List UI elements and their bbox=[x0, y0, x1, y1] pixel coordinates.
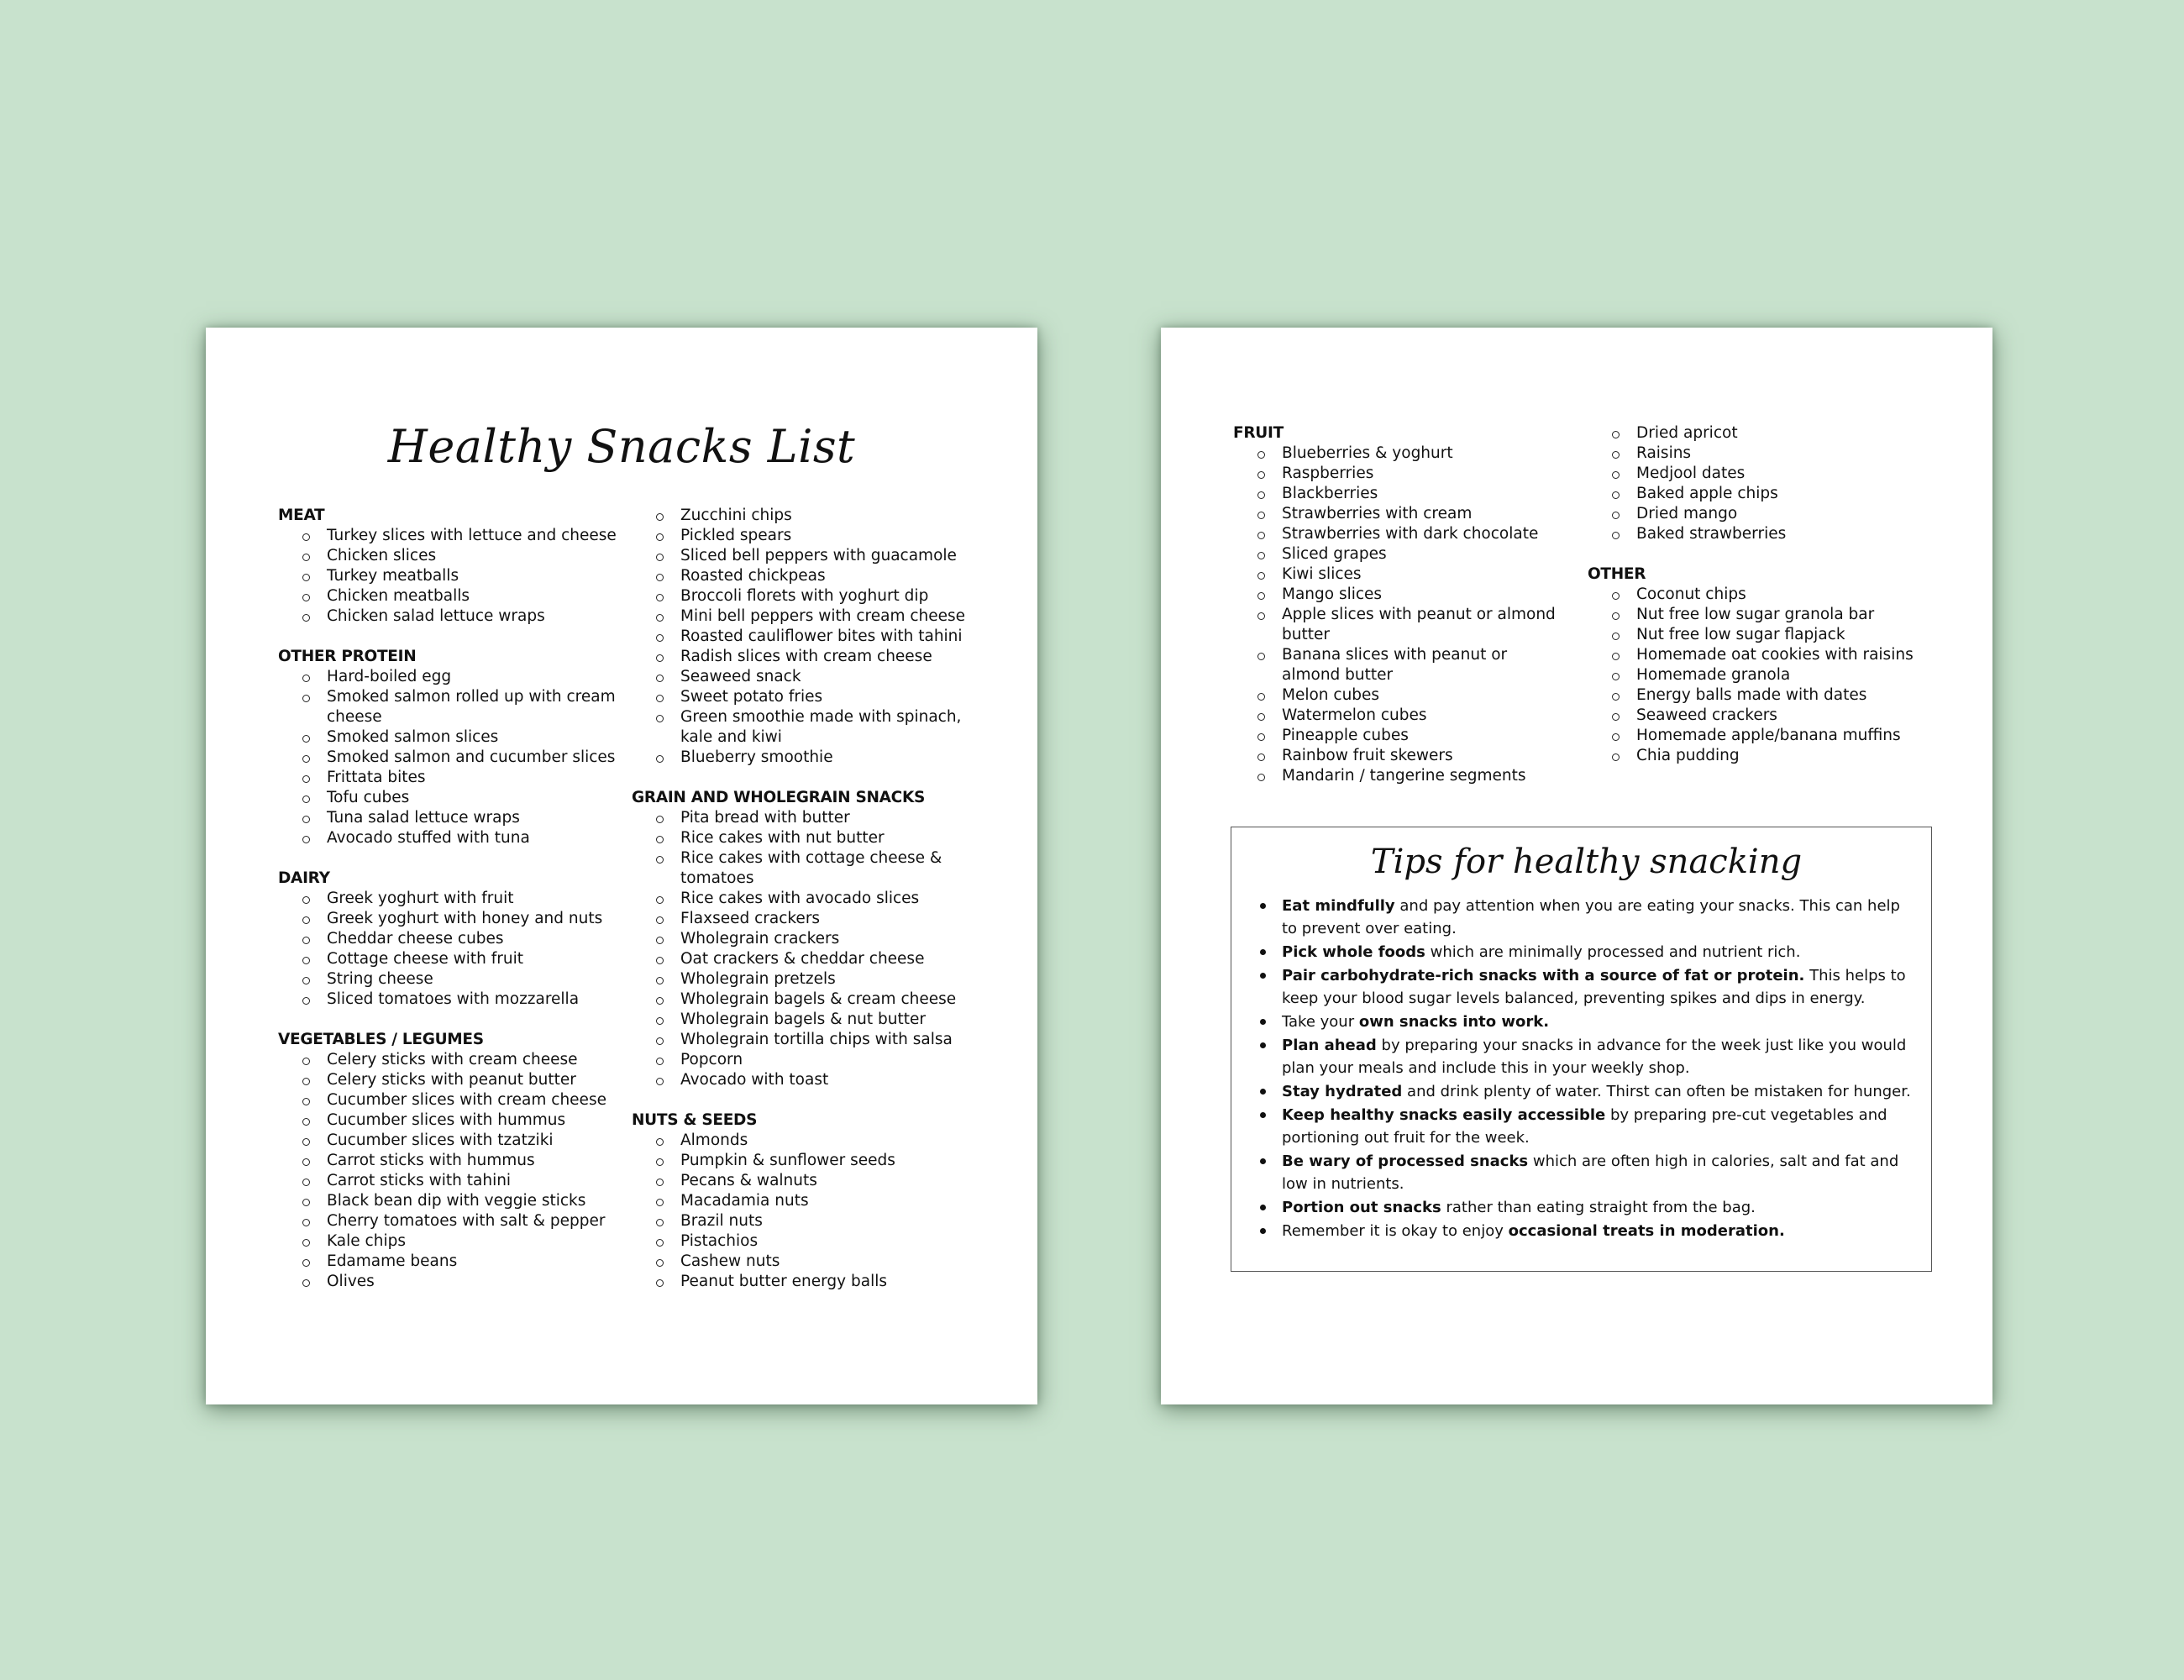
list-section bbox=[1233, 423, 1569, 786]
list-section bbox=[632, 1110, 984, 1292]
list-item: Watermelon cubes bbox=[1233, 706, 1569, 726]
list-item: Chicken meatballs bbox=[278, 586, 618, 606]
tip-text: Remember it is okay to enjoy bbox=[1282, 1222, 1509, 1240]
tip-emphasis: Be wary of processed snacks bbox=[1282, 1152, 1529, 1170]
list-column-right bbox=[632, 506, 984, 1312]
list-item: Chia pudding bbox=[1588, 746, 1940, 766]
section-heading: NUTS & SEEDS bbox=[632, 1111, 758, 1129]
list-item: Carrot sticks with hummus bbox=[278, 1151, 618, 1171]
tip-text: which are minimally processed and nutrient rich. bbox=[1425, 943, 1801, 961]
list-item: Greek yoghurt with fruit bbox=[278, 889, 618, 909]
list-section bbox=[278, 506, 618, 627]
list-item: Melon cubes bbox=[1233, 685, 1569, 706]
list-item: Pecans & walnuts bbox=[632, 1171, 984, 1191]
list-item: Rainbow fruit skewers bbox=[1233, 746, 1569, 766]
list-item: Popcorn bbox=[632, 1050, 984, 1070]
section-items bbox=[278, 667, 618, 848]
list-item: Sweet potato fries bbox=[632, 687, 984, 707]
list-item: Chicken slices bbox=[278, 546, 618, 566]
list-item: Blueberry smoothie bbox=[632, 748, 984, 768]
list-item: Chicken salad lettuce wraps bbox=[278, 606, 618, 627]
section-heading: MEAT bbox=[278, 507, 325, 524]
list-item: Flaxseed crackers bbox=[632, 909, 984, 929]
list-item: Green smoothie made with spinach, kale and kiwi bbox=[632, 707, 984, 748]
list-item: Wholegrain tortilla chips with salsa bbox=[632, 1030, 984, 1050]
list-item: Cucumber slices with tzatziki bbox=[278, 1131, 618, 1151]
list-item: Apple slices with peanut or almond butter bbox=[1233, 605, 1569, 645]
section-heading: FRUIT bbox=[1233, 424, 1284, 442]
list-item: Mango slices bbox=[1233, 585, 1569, 605]
list-item: Raspberries bbox=[1233, 464, 1569, 484]
list-item: Cottage cheese with fruit bbox=[278, 949, 618, 969]
list-item: Turkey slices with lettuce and cheese bbox=[278, 526, 618, 546]
list-item: Almonds bbox=[632, 1131, 984, 1151]
list-item: Cashew nuts bbox=[632, 1252, 984, 1272]
list-item: Rice cakes with nut butter bbox=[632, 828, 984, 848]
list-item: Edamame beans bbox=[278, 1252, 618, 1272]
tip-item bbox=[1255, 1150, 1918, 1195]
list-item: Homemade granola bbox=[1588, 665, 1940, 685]
tip-emphasis: Pair carbohydrate-rich snacks with a source of fat or protein. bbox=[1282, 967, 1805, 984]
list-item: Sliced grapes bbox=[1233, 544, 1569, 564]
list-item: Baked apple chips bbox=[1588, 484, 1940, 504]
section-heading: OTHER PROTEIN bbox=[278, 648, 417, 665]
list-item: Smoked salmon slices bbox=[278, 727, 618, 748]
tip-item bbox=[1255, 1034, 1918, 1079]
tip-item bbox=[1255, 895, 1918, 940]
tip-text: by preparing your snacks in advance for the week just like you would plan your meals and include this in your weekly shop. bbox=[1282, 1037, 1907, 1077]
list-item: Kiwi slices bbox=[1233, 564, 1569, 585]
tip-text: which are often high in calories, salt and fat and low in nutrients. bbox=[1282, 1152, 1899, 1193]
list-section bbox=[632, 788, 984, 1090]
tip-text: and pay attention when you are eating your snacks. This can help to prevent over eating. bbox=[1282, 897, 1900, 937]
list-item: Pumpkin & sunflower seeds bbox=[632, 1151, 984, 1171]
list-item: Avocado stuffed with tuna bbox=[278, 828, 618, 848]
list-item: Dried apricot bbox=[1588, 423, 1940, 444]
section-heading: DAIRY bbox=[278, 869, 330, 887]
page-title: Healthy Snacks List bbox=[387, 420, 856, 473]
list-item: Rice cakes with avocado slices bbox=[632, 889, 984, 909]
section-items bbox=[1588, 585, 1940, 766]
list-item: Pickled spears bbox=[632, 526, 984, 546]
list-item: Zucchini chips bbox=[632, 506, 984, 526]
list-item: Turkey meatballs bbox=[278, 566, 618, 586]
tip-emphasis: Keep healthy snacks easily accessible bbox=[1282, 1106, 1606, 1124]
tips-title: Tips for healthy snacking bbox=[1370, 843, 1803, 881]
tip-item bbox=[1255, 1196, 1918, 1219]
list-item: Smoked salmon rolled up with cream cheese bbox=[278, 687, 618, 727]
list-item: Wholegrain crackers bbox=[632, 929, 984, 949]
tip-emphasis: Pick whole foods bbox=[1282, 943, 1425, 961]
list-item: Pineapple cubes bbox=[1233, 726, 1569, 746]
list-item: Cucumber slices with cream cheese bbox=[278, 1090, 618, 1110]
list-column-left bbox=[278, 506, 618, 1312]
list-item: Celery sticks with peanut butter bbox=[278, 1070, 618, 1090]
section-items bbox=[632, 1131, 984, 1292]
list-item: Roasted chickpeas bbox=[632, 566, 984, 586]
list-item: Coconut chips bbox=[1588, 585, 1940, 605]
list-item: Banana slices with peanut or almond butter bbox=[1233, 645, 1569, 685]
tip-emphasis: own snacks into work. bbox=[1358, 1013, 1550, 1031]
section-items bbox=[1588, 423, 1940, 544]
tip-emphasis: Eat mindfully bbox=[1282, 897, 1395, 915]
list-item: Macadamia nuts bbox=[632, 1191, 984, 1211]
list-item: Mini bell peppers with cream cheese bbox=[632, 606, 984, 627]
tip-text: Take your bbox=[1282, 1013, 1359, 1031]
tip-item bbox=[1255, 964, 1918, 1010]
list-item: Black bean dip with veggie sticks bbox=[278, 1191, 618, 1211]
list-item: Kale chips bbox=[278, 1231, 618, 1252]
tips-box bbox=[1231, 827, 1932, 1272]
list-section bbox=[1588, 423, 1940, 544]
section-items bbox=[278, 526, 618, 627]
tip-item bbox=[1255, 1011, 1918, 1033]
list-item: Seaweed snack bbox=[632, 667, 984, 687]
tip-item bbox=[1255, 1080, 1918, 1103]
list-item: Strawberries with dark chocolate bbox=[1233, 524, 1569, 544]
list-item: Hard-boiled egg bbox=[278, 667, 618, 687]
list-item: Dried mango bbox=[1588, 504, 1940, 524]
section-heading: VEGETABLES / LEGUMES bbox=[278, 1031, 484, 1048]
list-item: Sliced tomatoes with mozzarella bbox=[278, 990, 618, 1010]
list-item: Rice cakes with cottage cheese & tomatoes bbox=[632, 848, 984, 889]
section-items bbox=[278, 1050, 618, 1292]
list-item: Medjool dates bbox=[1588, 464, 1940, 484]
tip-item bbox=[1255, 941, 1918, 963]
list-item: Wholegrain bagels & cream cheese bbox=[632, 990, 984, 1010]
tip-emphasis: Plan ahead bbox=[1282, 1037, 1377, 1054]
tip-text: by preparing pre-cut vegetables and portioning out fruit for the week. bbox=[1282, 1106, 1887, 1147]
list-column-left bbox=[1233, 423, 1569, 806]
section-heading: GRAIN AND WHOLEGRAIN SNACKS bbox=[632, 789, 926, 806]
list-item: Wholegrain pretzels bbox=[632, 969, 984, 990]
list-item: Greek yoghurt with honey and nuts bbox=[278, 909, 618, 929]
list-item: Pistachios bbox=[632, 1231, 984, 1252]
list-item: Nut free low sugar granola bar bbox=[1588, 605, 1940, 625]
list-item: Avocado with toast bbox=[632, 1070, 984, 1090]
list-item: Cherry tomatoes with salt & pepper bbox=[278, 1211, 618, 1231]
list-item: Wholegrain bagels & nut butter bbox=[632, 1010, 984, 1030]
list-item: Nut free low sugar flapjack bbox=[1588, 625, 1940, 645]
snacks-list-page bbox=[206, 328, 1037, 1404]
list-item: Celery sticks with cream cheese bbox=[278, 1050, 618, 1070]
list-item: Oat crackers & cheddar cheese bbox=[632, 949, 984, 969]
list-item: Energy balls made with dates bbox=[1588, 685, 1940, 706]
tip-item bbox=[1255, 1104, 1918, 1149]
section-items bbox=[632, 808, 984, 1090]
section-items bbox=[632, 506, 984, 768]
list-item: Homemade oat cookies with raisins bbox=[1588, 645, 1940, 665]
list-section bbox=[278, 647, 618, 848]
tip-text: rather than eating straight from the bag. bbox=[1441, 1199, 1756, 1216]
list-item: Seaweed crackers bbox=[1588, 706, 1940, 726]
list-item: Sliced bell peppers with guacamole bbox=[632, 546, 984, 566]
list-item: Blackberries bbox=[1233, 484, 1569, 504]
list-item: Tofu cubes bbox=[278, 788, 618, 808]
list-item: String cheese bbox=[278, 969, 618, 990]
list-column-right bbox=[1588, 423, 1940, 786]
list-item: Pita bread with butter bbox=[632, 808, 984, 828]
list-section bbox=[278, 869, 618, 1010]
tips-list bbox=[1255, 895, 1918, 1242]
list-item: Olives bbox=[278, 1272, 618, 1292]
tip-text: This helps to keep your blood sugar levels balanced, preventing spikes and dips in energy. bbox=[1282, 967, 1906, 1007]
tip-item bbox=[1255, 1220, 1918, 1242]
list-item: Roasted cauliflower bites with tahini bbox=[632, 627, 984, 647]
section-items bbox=[1233, 444, 1569, 786]
tip-emphasis: occasional treats in moderation. bbox=[1508, 1222, 1785, 1240]
snacks-list-page-2 bbox=[1161, 328, 1992, 1404]
list-item: Radish slices with cream cheese bbox=[632, 647, 984, 667]
section-items bbox=[278, 889, 618, 1010]
list-item: Frittata bites bbox=[278, 768, 618, 788]
list-item: Tuna salad lettuce wraps bbox=[278, 808, 618, 828]
list-section bbox=[1588, 564, 1940, 766]
list-item: Blueberries & yoghurt bbox=[1233, 444, 1569, 464]
list-item: Smoked salmon and cucumber slices bbox=[278, 748, 618, 768]
list-item: Homemade apple/banana muffins bbox=[1588, 726, 1940, 746]
tip-text: and drink plenty of water. Thirst can often be mistaken for hunger. bbox=[1402, 1083, 1911, 1100]
list-section bbox=[632, 506, 984, 768]
tip-emphasis: Portion out snacks bbox=[1282, 1199, 1441, 1216]
list-item: Raisins bbox=[1588, 444, 1940, 464]
list-item: Carrot sticks with tahini bbox=[278, 1171, 618, 1191]
list-item: Cheddar cheese cubes bbox=[278, 929, 618, 949]
list-item: Broccoli florets with yoghurt dip bbox=[632, 586, 984, 606]
list-item: Peanut butter energy balls bbox=[632, 1272, 984, 1292]
section-heading: OTHER bbox=[1588, 565, 1646, 583]
list-section bbox=[278, 1030, 618, 1292]
list-item: Mandarin / tangerine segments bbox=[1233, 766, 1569, 786]
tip-emphasis: Stay hydrated bbox=[1282, 1083, 1403, 1100]
list-item: Baked strawberries bbox=[1588, 524, 1940, 544]
list-item: Brazil nuts bbox=[632, 1211, 984, 1231]
list-item: Strawberries with cream bbox=[1233, 504, 1569, 524]
list-item: Cucumber slices with hummus bbox=[278, 1110, 618, 1131]
